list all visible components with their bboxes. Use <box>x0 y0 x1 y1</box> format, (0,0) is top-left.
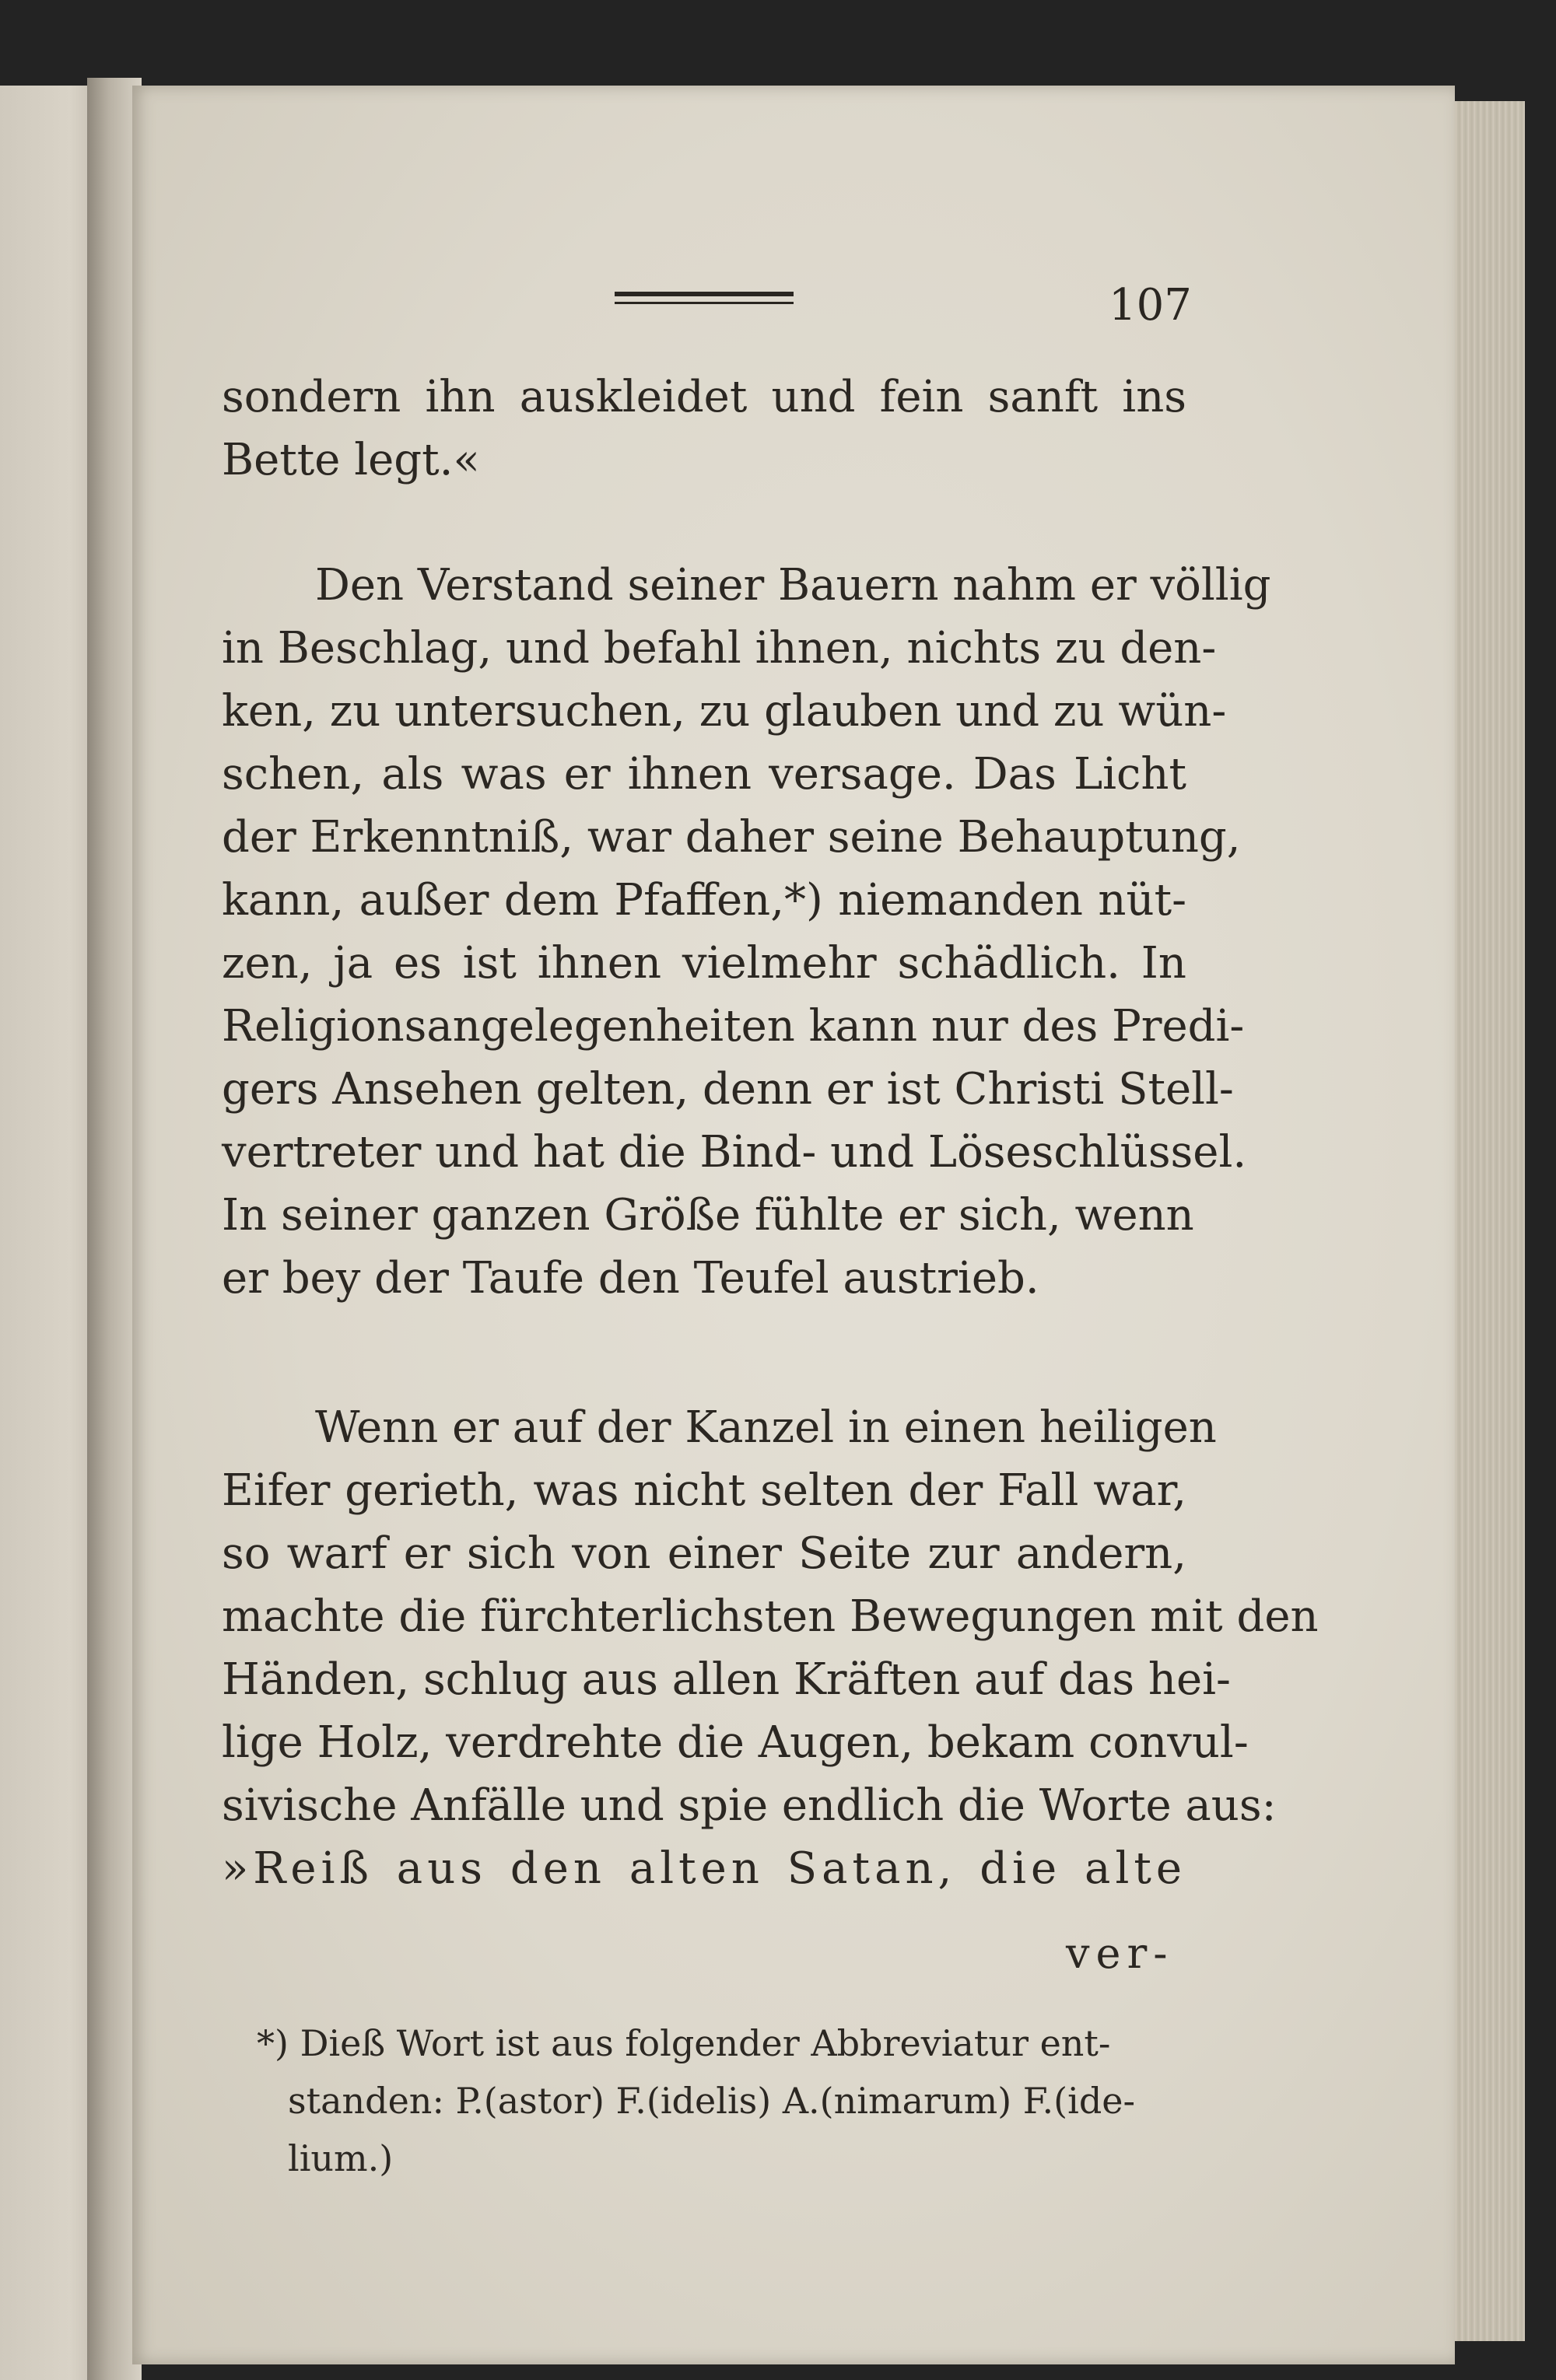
text-line: ken, zu untersuchen, zu glauben und zu wün- <box>222 686 1227 737</box>
text-line: sivische Anfälle und spie endlich die Worte aus: <box>222 1780 1277 1831</box>
text-line: Wenn er auf der Kanzel in einen heiligen <box>315 1402 1217 1453</box>
text-line: in Beschlag, und befahl ihnen, nichts zu den- <box>222 623 1217 674</box>
paragraph-2 <box>222 554 1271 1310</box>
text-line: In seiner ganzen Größe fühlte er sich, wenn <box>222 1190 1194 1241</box>
text-line: so warf er sich von einer Seite zur andern, <box>222 1528 1186 1579</box>
text-line: kann, außer dem Pfaffen,*) niemanden nüt- <box>222 875 1186 926</box>
text-line: »Reiß aus den alten Satan, die alte <box>222 1843 1186 1894</box>
text-line: Den Verstand seiner Bauern nahm er völlig <box>315 560 1271 611</box>
text-line: Eifer gerieth, was nicht selten der Fall war, <box>222 1465 1186 1516</box>
text-line: vertreter und hat die Bind- und Löseschlüssel. <box>222 1127 1247 1178</box>
footnote-line: *) Dieß Wort ist aus folgender Abbreviatur ent- <box>257 2022 1111 2064</box>
text-line: schen, als was er ihnen versage. Das Licht <box>222 749 1186 800</box>
text-line: Bette legt.« <box>222 435 480 485</box>
text-line: zen, ja es ist ihnen vielmehr schädlich. In <box>222 938 1186 989</box>
page-number: 107 <box>1109 280 1192 331</box>
text-line: sondern ihn auskleidet und fein sanft ins <box>222 372 1186 422</box>
footnote <box>257 2014 1183 2187</box>
text-line: der Erkenntniß, war daher seine Behauptung, <box>222 812 1241 863</box>
text-line: Händen, schlug aus allen Kräften auf das hei- <box>222 1654 1231 1705</box>
paragraph-1 <box>222 366 1186 492</box>
paragraph-3 <box>222 1396 1319 1900</box>
text-line: lige Holz, verdrehte die Augen, bekam convul- <box>222 1717 1249 1768</box>
text-line: machte die fürchterlichsten Bewegungen mit den <box>222 1591 1319 1642</box>
footnote-line: standen: P.(astor) F.(idelis) A.(nimarum) F.(ide- <box>288 2080 1136 2122</box>
text-line: Religionsangelegenheiten kann nur des Predi- <box>222 1001 1245 1052</box>
text-line: gers Ansehen gelten, denn er ist Christi Stell- <box>222 1064 1234 1115</box>
catchword: ver- <box>1066 1929 1174 1978</box>
footnote-line: lium.) <box>288 2137 394 2179</box>
header-ornament-rule <box>615 292 794 304</box>
text-line: er bey der Taufe den Teufel austrieb. <box>222 1253 1039 1304</box>
